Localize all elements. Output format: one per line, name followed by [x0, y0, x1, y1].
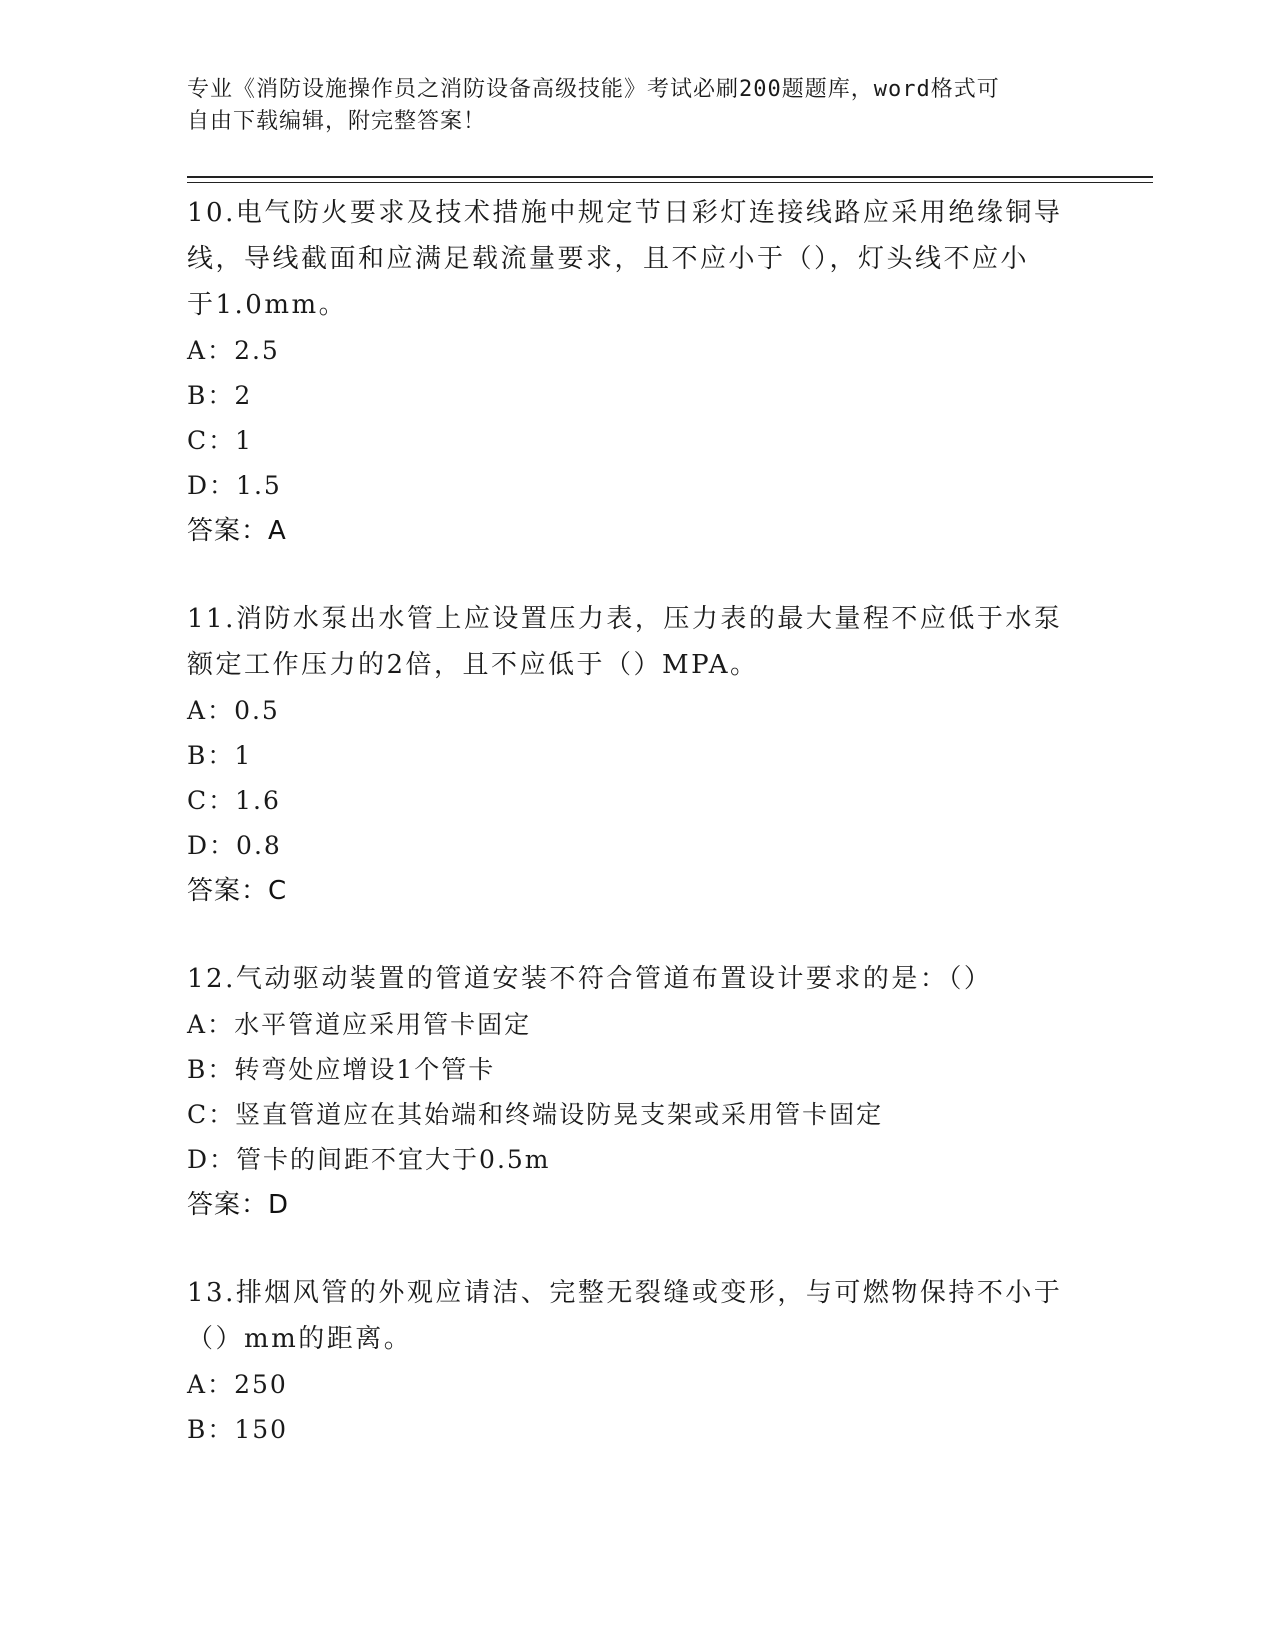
option-text: 转弯处应增设1个管卡 [234, 1055, 496, 1084]
answer-key: 答案：C [187, 876, 288, 906]
option-key: D： [187, 831, 237, 860]
document-header [187, 74, 1067, 138]
answer-option [187, 1137, 1077, 1182]
option-key: B： [187, 1415, 235, 1444]
option-text: 0.5 [234, 696, 280, 725]
answer-option [187, 778, 1077, 823]
question-stem-line: 额定工作压力的2倍，且不应低于（）MPA。 [187, 650, 759, 680]
option-text: 2.5 [234, 336, 280, 365]
answer-option [187, 1407, 1077, 1452]
question-stem-line: 12.气动驱动装置的管道安装不符合管道布置设计要求的是：（） [187, 964, 993, 994]
option-key: A： [187, 336, 235, 365]
option-key: D： [187, 471, 237, 500]
question-block [187, 956, 1077, 1228]
question-stem-line: 11.消防水泵出水管上应设置压力表，压力表的最大量程不应低于水泵 [187, 604, 1063, 634]
answer-option [187, 328, 1077, 373]
option-text: 1.6 [235, 786, 281, 815]
option-key: B： [187, 741, 235, 770]
answer-option [187, 418, 1077, 463]
answer-option [187, 1002, 1077, 1047]
question-stem-line: 线，导线截面和应满足载流量要求，且不应小于（），灯头线不应小 [187, 244, 1030, 274]
header-divider-thick [187, 176, 1153, 178]
option-key: A： [187, 1010, 235, 1039]
question-block [187, 1270, 1077, 1452]
answer-option [187, 823, 1077, 868]
question-block [187, 596, 1077, 914]
option-key: C： [187, 426, 236, 455]
answer-option [187, 463, 1077, 508]
header-line-1: 专业《消防设施操作员之消防设备高级技能》考试必刷200题题库，word格式可 [187, 77, 1000, 102]
option-text: 1.5 [236, 471, 282, 500]
option-text: 水平管道应采用管卡固定 [234, 1010, 532, 1039]
option-key: D： [187, 1145, 237, 1174]
question-stem-line: （）mm的距离。 [187, 1324, 413, 1354]
question-list [187, 190, 1077, 1494]
option-key: C： [187, 1100, 236, 1129]
question-stem-line: 10.电气防火要求及技术措施中规定节日彩灯连接线路应采用绝缘铜导 [187, 198, 1063, 228]
question-stem-line: 于1.0mm。 [187, 290, 348, 320]
option-key: A： [187, 1370, 235, 1399]
option-key: B： [187, 1055, 235, 1084]
option-text: 管卡的间距不宜大于0.5m [236, 1145, 551, 1174]
option-text: 1 [235, 426, 254, 455]
answer-option [187, 733, 1077, 778]
answer-option [187, 373, 1077, 418]
option-text: 150 [234, 1415, 289, 1444]
answer-option [187, 1362, 1077, 1407]
answer-key: 答案：D [187, 1190, 290, 1220]
header-line-2: 自由下载编辑，附完整答案！ [187, 109, 487, 134]
answer-option [187, 1092, 1077, 1137]
question-stem-line: 13.排烟风管的外观应请洁、完整无裂缝或变形，与可燃物保持不小于 [187, 1278, 1063, 1308]
option-key: A： [187, 696, 235, 725]
option-text: 竖直管道应在其始端和终端设防晃支架或采用管卡固定 [235, 1100, 884, 1129]
answer-option [187, 688, 1077, 733]
option-key: B： [187, 381, 235, 410]
option-key: C： [187, 786, 236, 815]
option-text: 250 [234, 1370, 288, 1399]
option-text: 1 [234, 741, 253, 770]
header-divider-thin [187, 182, 1153, 183]
answer-option [187, 1047, 1077, 1092]
question-block [187, 190, 1077, 554]
answer-key: 答案：A [187, 516, 287, 546]
option-text: 0.8 [236, 831, 282, 860]
option-text: 2 [234, 381, 253, 410]
